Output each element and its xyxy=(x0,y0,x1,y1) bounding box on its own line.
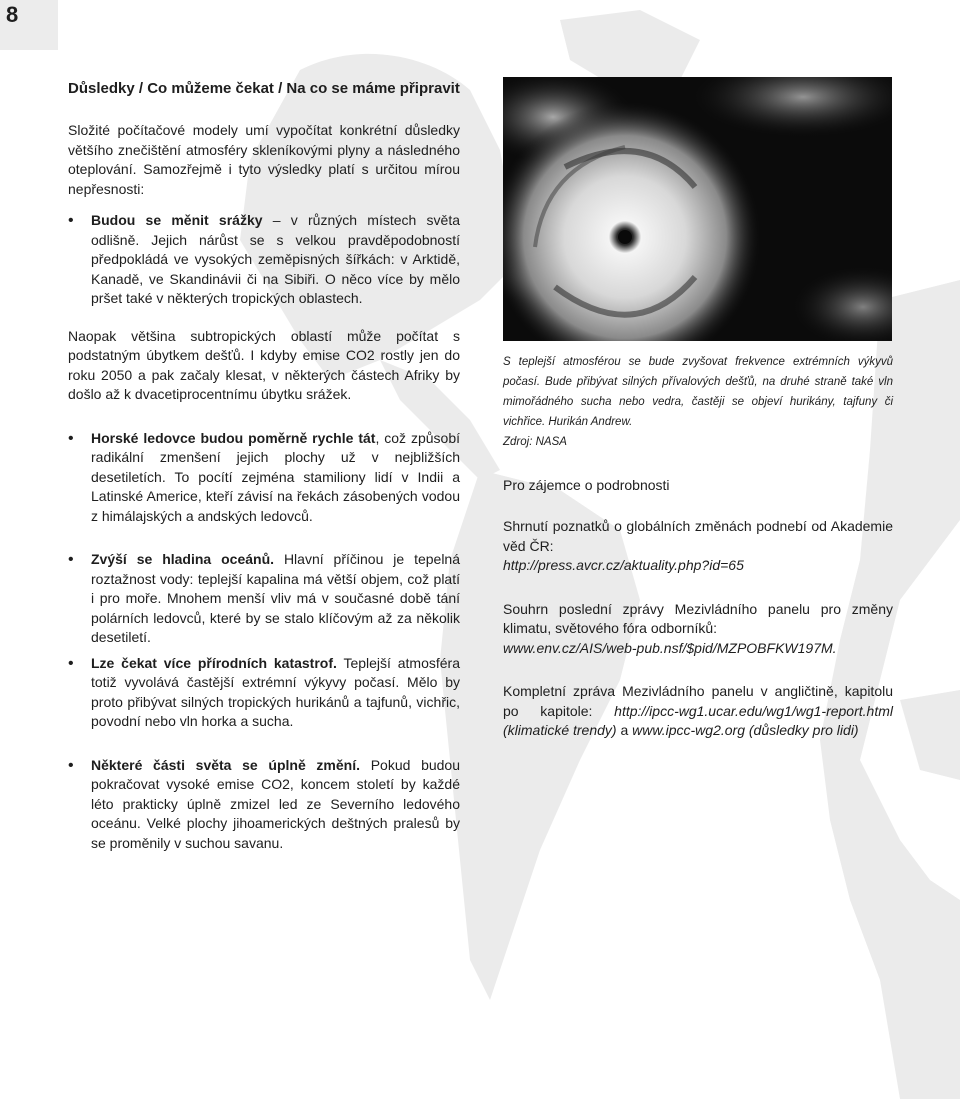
main-column xyxy=(68,78,460,853)
bullet-world-change-text: Pokud budou pokračovat vysoké emise CO2, koncem století by každé léto prakticky úplně zmizel led ze Severního ledového oceánu. Velké plochy jihoamerických deštných pralesů by se proměnily v suchou savanu. xyxy=(91,756,461,851)
bullet-sea-level-text: Hlavní příčinou je tepelná roztažnost vody: teplejší kapalina má větší objem, což platí i pro moře. Mnohem menší vliv má v současné době tání polárních ledovců, které by se stalo klíčovým až za několik desetiletí. xyxy=(91,551,461,645)
bullet-disasters-text: Teplejší atmosféra totiž vyvolává častější extrémní výkyvy počasí. Mělo by proto přibývat silných tropických hurikánů a tajfunů, vichřic, povodní nebo vln horka a sucha. xyxy=(91,654,460,729)
bullet-disasters xyxy=(68,654,460,732)
bullet-glaciers-text: , což způsobí radikální zmenšení jejich plochy už v nejbližších desetiletích. To pocítí zejména stamiliony lidí v Indii a Latinské Americe, kteří závisí na řekách zásobených vodou z himálajských a andských ledovců. xyxy=(91,429,461,524)
subtropics-paragraph: Naopak většina subtropických oblastí může počítat s podstatným úbytkem dešťů. I kdyby emise CO2 rostly jen do roku 2050 a pak začaly klesat, v některých částech Afriky by došlo až k dvacetiprocentnímu úbytku srážek. xyxy=(68,327,460,402)
photo-caption: S teplejší atmosférou se bude zvyšovat frekvence extrémních výkyvů počasí. Bude přibývat silných přívalových dešťů, na druhé straně také vln mimořádného sucha nebo vedra, častěji se objeví hurikány, tajfuny či vichřice. Hurikán Andrew. xyxy=(503,356,893,428)
sidebar-column xyxy=(503,352,893,765)
reference-ipcc-wg2-link[interactable]: www.ipcc-wg2.org (důsledky pro lidi) xyxy=(632,722,859,738)
reference-conjunction: a xyxy=(616,722,633,738)
bullet-world-change xyxy=(68,756,460,854)
bullet-sea-level xyxy=(68,550,460,648)
photo-source: Zdroj: NASA xyxy=(503,436,567,448)
page-number xyxy=(0,0,58,50)
reference-ipcc-summary-text: Souhrn poslední zprávy Mezivládního panelu pro změny klimatu, světového fóra odborníků: xyxy=(503,600,893,636)
reference-ipcc-summary-link[interactable]: www.env.cz/AIS/web-pub.nsf/$pid/MZPOBFKW197M. xyxy=(503,639,837,656)
page-number-text: 8 xyxy=(6,2,19,27)
bullet-precipitation xyxy=(68,211,460,309)
reference-ipcc-full-text: Kompletní zpráva Mezivládního panelu v angličtině, kapitolu po kapitole: xyxy=(503,683,893,719)
reference-ipcc-summary xyxy=(503,600,893,659)
bullet-list-2 xyxy=(68,429,460,854)
hurricane-image xyxy=(503,77,892,341)
reference-ipcc-full xyxy=(503,682,893,741)
reference-academy xyxy=(503,517,893,576)
intro-paragraph: Složité počítačové modely umí vypočítat konkrétní důsledky většího znečištění atmosféry skleníkovými plyny a následného oteplování. Samozřejmě i tyto výsledky platí s určitou mírou nepřesnosti: xyxy=(68,122,460,197)
bullet-glaciers-title: Horské ledovce budou poměrně rychle tát xyxy=(91,429,376,446)
bullet-precipitation-text: – v různých místech světa odlišně. Jejich nárůst se s velkou pravděpodobností předpokládá ve vysokých zeměpisných šířkách: v Arktidě, Kanadě, ve Skandinávii či na Sibiři. O něco více by mělo pršet také v některých tropických oblastech. xyxy=(91,212,460,306)
bullet-disasters-title: Lze čekat více přírodních katastrof. xyxy=(91,654,337,671)
bullet-world-change-title: Některé části světa se úplně změní. xyxy=(91,756,360,773)
bullet-sea-level-title: Zvýší se hladina oceánů. xyxy=(91,551,275,567)
section-heading: Důsledky / Co můžeme čekat / Na co se máme připravit xyxy=(68,80,460,97)
reference-academy-text: Shrnutí poznatků o globálních změnách podnebí od Akademie věd ČR: xyxy=(503,518,893,554)
bullet-precipitation-title: Budou se měnit srážky xyxy=(91,212,263,228)
further-reading-heading: Pro zájemce o podrobnosti xyxy=(503,477,670,493)
reference-ipcc-wg1-link[interactable]: http://ipcc-wg1.ucar.edu/wg1/wg1-report.html (klimatické trendy) xyxy=(503,702,893,738)
bullet-list-1 xyxy=(68,211,460,309)
hurricane-satellite-photo xyxy=(503,77,892,341)
reference-academy-link[interactable]: http://press.avcr.cz/aktuality.php?id=65 xyxy=(503,557,744,573)
bullet-glaciers xyxy=(68,429,460,527)
